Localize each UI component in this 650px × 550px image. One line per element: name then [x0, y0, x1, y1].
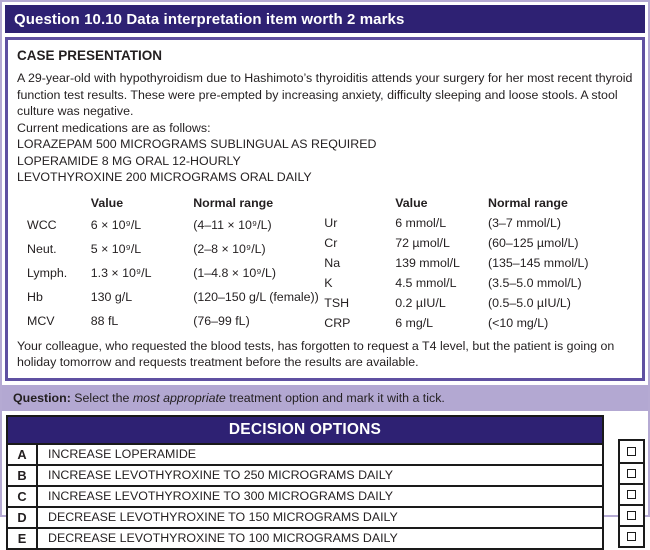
case-presentation-heading: CASE PRESENTATION: [17, 48, 163, 63]
option-letter: E: [8, 529, 38, 548]
lab-test-name: WCC: [27, 217, 57, 232]
lab-row: [324, 253, 633, 273]
medications-intro: Current medications are as follows:: [17, 120, 211, 135]
lab-value: 1.3 × 10⁹/L: [90, 265, 152, 280]
option-text: INCREASE LEVOTHYROXINE TO 250 MICROGRAMS DAILY: [48, 468, 393, 482]
decision-options-section: [6, 415, 645, 550]
lab-value: 0.2 µIU/L: [395, 295, 446, 310]
question-instruction-strip: [2, 385, 648, 411]
lab-header-row: [324, 193, 633, 213]
lab-row: [27, 285, 324, 309]
lab-row: [324, 213, 633, 233]
lab-row: [324, 233, 633, 253]
lab-normal-range: (76–99 fL): [193, 313, 250, 328]
lab-row: [27, 237, 324, 261]
option-checkbox-cell[interactable]: [620, 504, 643, 525]
lab-value: 88 fL: [90, 313, 119, 328]
lab-header-test: [27, 193, 91, 213]
question-text-italic: most appropriate: [132, 390, 226, 405]
lab-row: [27, 261, 324, 285]
lab-table-biochemistry: [324, 193, 633, 333]
lab-value: 6 mg/L: [395, 315, 434, 330]
lab-normal-range: (135–145 mmol/L): [488, 255, 589, 270]
decision-option-row: [8, 527, 602, 548]
lab-normal-range: (0.5–5.0 µIU/L): [488, 295, 571, 310]
case-intro-paragraph: A 29-year-old with hypothyroidism due to Hashimoto’s thyroiditis attends your surgery for her most recent thyroid function test results. These were pre-empted by increasing anxiety, difficulty sleeping and loose stools. A stool culture was negative.: [17, 71, 633, 118]
lab-normal-range: (120–150 g/L (female)): [193, 289, 319, 304]
lab-test-name: Ur: [324, 215, 338, 230]
lab-header-test: [324, 193, 395, 213]
lab-table-haematology: [27, 193, 324, 333]
lab-row: [324, 313, 633, 333]
lab-header-normal-range: Normal range: [193, 195, 274, 210]
checkbox-icon[interactable]: [627, 469, 636, 478]
lab-value: 139 mmol/L: [395, 255, 460, 270]
decision-options-header: DECISION OPTIONS: [8, 417, 602, 443]
decision-option-row: [8, 485, 602, 506]
lab-normal-range: (2–8 × 10⁹/L): [193, 241, 266, 256]
lab-value: 4.5 mmol/L: [395, 275, 457, 290]
lab-normal-range: (4–11 × 10⁹/L): [193, 217, 272, 232]
answer-checkbox-column: [618, 439, 645, 548]
case-presentation-box: [5, 37, 645, 381]
option-text: DECREASE LEVOTHYROXINE TO 100 MICROGRAMS DAILY: [48, 531, 398, 545]
lab-results: [27, 193, 633, 333]
case-closing-paragraph: Your colleague, who requested the blood tests, has forgotten to request a T4 level, but the patient is going on holiday tomorrow and requests treatment before the results are available.: [17, 338, 615, 369]
decision-options-table: [6, 415, 604, 550]
checkbox-icon[interactable]: [627, 532, 636, 541]
option-letter: C: [8, 487, 38, 506]
checkbox-icon[interactable]: [627, 511, 636, 520]
medication-line: LOPERAMIDE 8 MG ORAL 12-HOURLY: [17, 153, 241, 168]
option-checkbox-cell[interactable]: [620, 462, 643, 483]
option-checkbox-cell[interactable]: [620, 525, 643, 546]
lab-test-name: Cr: [324, 235, 338, 250]
decision-option-row: [8, 506, 602, 527]
checkbox-icon[interactable]: [627, 490, 636, 499]
lab-test-name: TSH: [324, 295, 350, 310]
option-letter: B: [8, 466, 38, 485]
lab-test-name: Lymph.: [27, 265, 68, 280]
lab-test-name: Hb: [27, 289, 43, 304]
question-title: Question 10.10 Data interpretation item worth 2 marks: [14, 10, 405, 28]
decision-option-row: [8, 443, 602, 464]
lab-test-name: MCV: [27, 313, 55, 328]
lab-test-name: Na: [324, 255, 341, 270]
question-text: Select the: [74, 390, 130, 405]
lab-test-name: K: [324, 275, 333, 290]
option-checkbox-cell[interactable]: [620, 441, 643, 462]
lab-value: 130 g/L: [90, 289, 133, 304]
medication-line: LORAZEPAM 500 MICROGRAMS SUBLINGUAL AS REQUIRED: [17, 137, 377, 151]
lab-normal-range: (3–7 mmol/L): [488, 215, 561, 230]
question-title-bar: [5, 5, 645, 33]
decision-option-rows: [8, 443, 602, 548]
option-checkbox-cell[interactable]: [620, 483, 643, 504]
lab-row: [27, 213, 324, 237]
lab-row: [324, 293, 633, 313]
question-text: treatment option and mark it with a tick.: [229, 390, 445, 405]
medication-line: LEVOTHYROXINE 200 MICROGRAMS ORAL DAILY: [17, 170, 312, 184]
lab-value: 6 mmol/L: [395, 215, 447, 230]
option-text: DECREASE LEVOTHYROXINE TO 150 MICROGRAMS DAILY: [48, 510, 398, 524]
lab-header-normal-range: Normal range: [488, 195, 568, 210]
checkbox-icon[interactable]: [627, 447, 636, 456]
lab-row: [324, 273, 633, 293]
lab-header-value: Value: [90, 195, 124, 210]
option-text: INCREASE LEVOTHYROXINE TO 300 MICROGRAMS DAILY: [48, 489, 393, 503]
option-letter: A: [8, 445, 38, 464]
lab-header-value: Value: [395, 195, 428, 210]
option-text: INCREASE LOPERAMIDE: [48, 447, 197, 461]
lab-row: [27, 309, 324, 333]
decision-option-row: [8, 464, 602, 485]
medications-list: [17, 136, 633, 186]
lab-test-name: Neut.: [27, 241, 57, 256]
lab-header-row: [27, 193, 324, 213]
lab-normal-range: (<10 mg/L): [488, 315, 549, 330]
option-letter: D: [8, 508, 38, 527]
lab-test-name: CRP: [324, 315, 351, 330]
lab-normal-range: (1–4.8 × 10⁹/L): [193, 265, 277, 280]
lab-value: 72 µmol/L: [395, 235, 450, 250]
lab-normal-range: (3.5–5.0 mmol/L): [488, 275, 582, 290]
lab-value: 6 × 10⁹/L: [90, 217, 142, 232]
lab-normal-range: (60–125 µmol/L): [488, 235, 579, 250]
lab-value: 5 × 10⁹/L: [90, 241, 142, 256]
question-label: Question:: [13, 390, 71, 405]
